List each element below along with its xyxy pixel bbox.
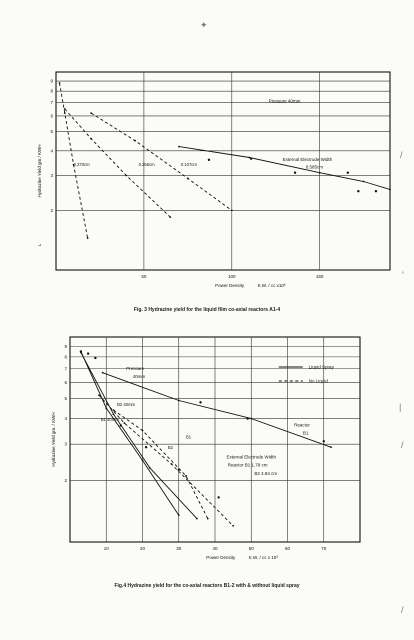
series-point bbox=[142, 430, 144, 432]
series-point bbox=[196, 518, 198, 520]
data-point bbox=[294, 172, 296, 174]
annotation: External Electrode Width bbox=[226, 454, 277, 460]
series-line bbox=[114, 410, 208, 518]
series-point bbox=[113, 413, 115, 415]
x-tick-label: 70 bbox=[321, 546, 327, 551]
margin-mark: / bbox=[401, 605, 404, 615]
series-label: B1 bbox=[186, 434, 192, 440]
annotation: B1 bbox=[302, 430, 309, 436]
annotation: 0.585cm bbox=[305, 164, 324, 170]
x-tick-label: 40 bbox=[212, 546, 218, 551]
series-point bbox=[123, 422, 125, 424]
x-axis-unit: K.W. / cc x 10³ bbox=[248, 555, 278, 560]
margin-mark: / bbox=[400, 150, 403, 160]
data-point bbox=[94, 357, 96, 359]
series-line bbox=[100, 373, 331, 448]
series-point bbox=[330, 446, 332, 448]
margin-mark: | bbox=[399, 402, 402, 412]
x-axis-label: Power Density bbox=[215, 283, 245, 288]
series-line bbox=[81, 352, 179, 516]
y-tick-label: 4 bbox=[50, 148, 53, 154]
data-point bbox=[199, 401, 201, 403]
data-point bbox=[80, 350, 82, 352]
series-point bbox=[250, 418, 252, 420]
data-point bbox=[375, 190, 377, 192]
series-point bbox=[125, 175, 127, 177]
y-tick-label: 4 bbox=[64, 416, 67, 422]
x-tick-label: 30 bbox=[176, 546, 182, 551]
y-tick-label: 7 bbox=[50, 100, 53, 106]
y-tick-label: 2 bbox=[50, 207, 53, 213]
x-tick-label: 50 bbox=[141, 274, 147, 279]
data-point bbox=[120, 424, 122, 426]
figure-3-chart bbox=[0, 60, 414, 320]
series-point bbox=[248, 157, 250, 159]
annotation: Pressure 40mm bbox=[268, 98, 301, 104]
series-line bbox=[91, 113, 232, 210]
y-tick-label: 3 bbox=[64, 441, 67, 447]
series-point bbox=[98, 394, 100, 396]
y-tick-label: 6 bbox=[50, 113, 53, 119]
series-label: B1 40mm bbox=[100, 416, 119, 422]
series-point bbox=[171, 463, 173, 465]
y-tick-label: 3 bbox=[50, 173, 53, 179]
plot-frame bbox=[56, 72, 390, 270]
data-point bbox=[217, 496, 219, 498]
series-point bbox=[59, 82, 61, 84]
series-point bbox=[389, 189, 391, 191]
y-tick-label: 2 bbox=[64, 477, 67, 483]
y-tick-label: 9 bbox=[50, 78, 53, 84]
series-label: 0.107cm bbox=[180, 162, 197, 168]
series-point bbox=[102, 372, 104, 374]
annotation: B2 4.84 cm bbox=[254, 471, 278, 477]
series-point bbox=[87, 237, 89, 239]
data-point bbox=[323, 440, 325, 442]
series-point bbox=[319, 172, 321, 174]
series-point bbox=[64, 112, 66, 114]
series-point bbox=[232, 525, 234, 527]
series-line bbox=[99, 395, 233, 526]
legend-label: Liquid Spray bbox=[308, 364, 334, 370]
x-tick-label: 20 bbox=[139, 546, 146, 551]
series-point bbox=[105, 407, 107, 409]
data-point bbox=[178, 469, 180, 471]
series-point bbox=[90, 112, 92, 114]
x-tick-label: 100 bbox=[228, 274, 236, 279]
margin-mark: / bbox=[401, 440, 404, 450]
annotation: Pressure bbox=[126, 366, 145, 372]
x-tick-label: 150 bbox=[315, 274, 324, 279]
x-axis-unit: K.W. / cc x10³ bbox=[257, 283, 286, 288]
data-point bbox=[357, 190, 359, 192]
data-point bbox=[87, 352, 89, 354]
x-axis-label: Power Density bbox=[206, 555, 236, 560]
series-label: B2 bbox=[167, 444, 173, 450]
figure-4-caption: Fig.4 Hydrazine yield for the co-axial reactors B1-2 with & without liquid spray bbox=[114, 583, 300, 589]
y-axis-label: Hydrazine Yield gm / KWH bbox=[37, 144, 42, 198]
series-point bbox=[134, 140, 136, 142]
series-line bbox=[179, 147, 390, 190]
series-point bbox=[169, 216, 171, 218]
x-tick-label: 10 bbox=[103, 546, 109, 551]
legend-label: No Liquid bbox=[308, 378, 328, 384]
series-point bbox=[207, 518, 209, 520]
annotation: 40mm bbox=[132, 374, 146, 380]
data-point bbox=[145, 446, 147, 448]
series-point bbox=[113, 409, 115, 411]
series-point bbox=[231, 209, 233, 211]
series-label: B2 40mm bbox=[117, 402, 136, 408]
series-line bbox=[60, 83, 88, 238]
margin-mark: ' bbox=[402, 270, 404, 280]
series-label: 0.256cm bbox=[138, 162, 155, 168]
series-point bbox=[149, 467, 151, 469]
y-tick-label: 5 bbox=[64, 396, 67, 402]
y-tick-label: 9 bbox=[64, 343, 67, 349]
figure-4-chart bbox=[0, 325, 414, 595]
annotation: Reactor B1 1.79 cm bbox=[227, 462, 268, 468]
series-point bbox=[185, 475, 187, 477]
y-axis-label: Hydrazine Yield gm. / KWH bbox=[51, 412, 56, 467]
figure-3-caption: Fig. 3 Hydrazine yield for the liquid film co-axial reactors A1-4 bbox=[133, 307, 281, 313]
series-point bbox=[90, 138, 92, 140]
series-point bbox=[64, 108, 66, 110]
data-point bbox=[347, 172, 349, 174]
series-point bbox=[363, 181, 365, 183]
y-tick-label: 6 bbox=[64, 379, 67, 385]
data-point bbox=[246, 417, 248, 419]
data-point bbox=[250, 157, 252, 159]
top-mark: ✦ bbox=[200, 20, 208, 30]
y-tick-label: 7 bbox=[64, 366, 67, 372]
x-tick-label: 50 bbox=[248, 546, 254, 551]
x-tick-label: 60 bbox=[284, 546, 291, 551]
annotation: Reactor bbox=[294, 422, 310, 428]
series-point bbox=[178, 514, 180, 516]
y-tick-label: 8 bbox=[64, 354, 67, 360]
y-axis-prefix: L bbox=[37, 243, 42, 247]
y-tick-label: 5 bbox=[50, 129, 53, 135]
series-point bbox=[187, 178, 189, 180]
series-point bbox=[178, 400, 180, 402]
data-point bbox=[208, 159, 210, 161]
series-point bbox=[178, 146, 180, 148]
annotation: External Electrode Width bbox=[282, 157, 333, 163]
series-label: 0.270cm bbox=[73, 162, 90, 168]
series-point bbox=[142, 460, 144, 462]
y-tick-label: 8 bbox=[50, 88, 53, 94]
